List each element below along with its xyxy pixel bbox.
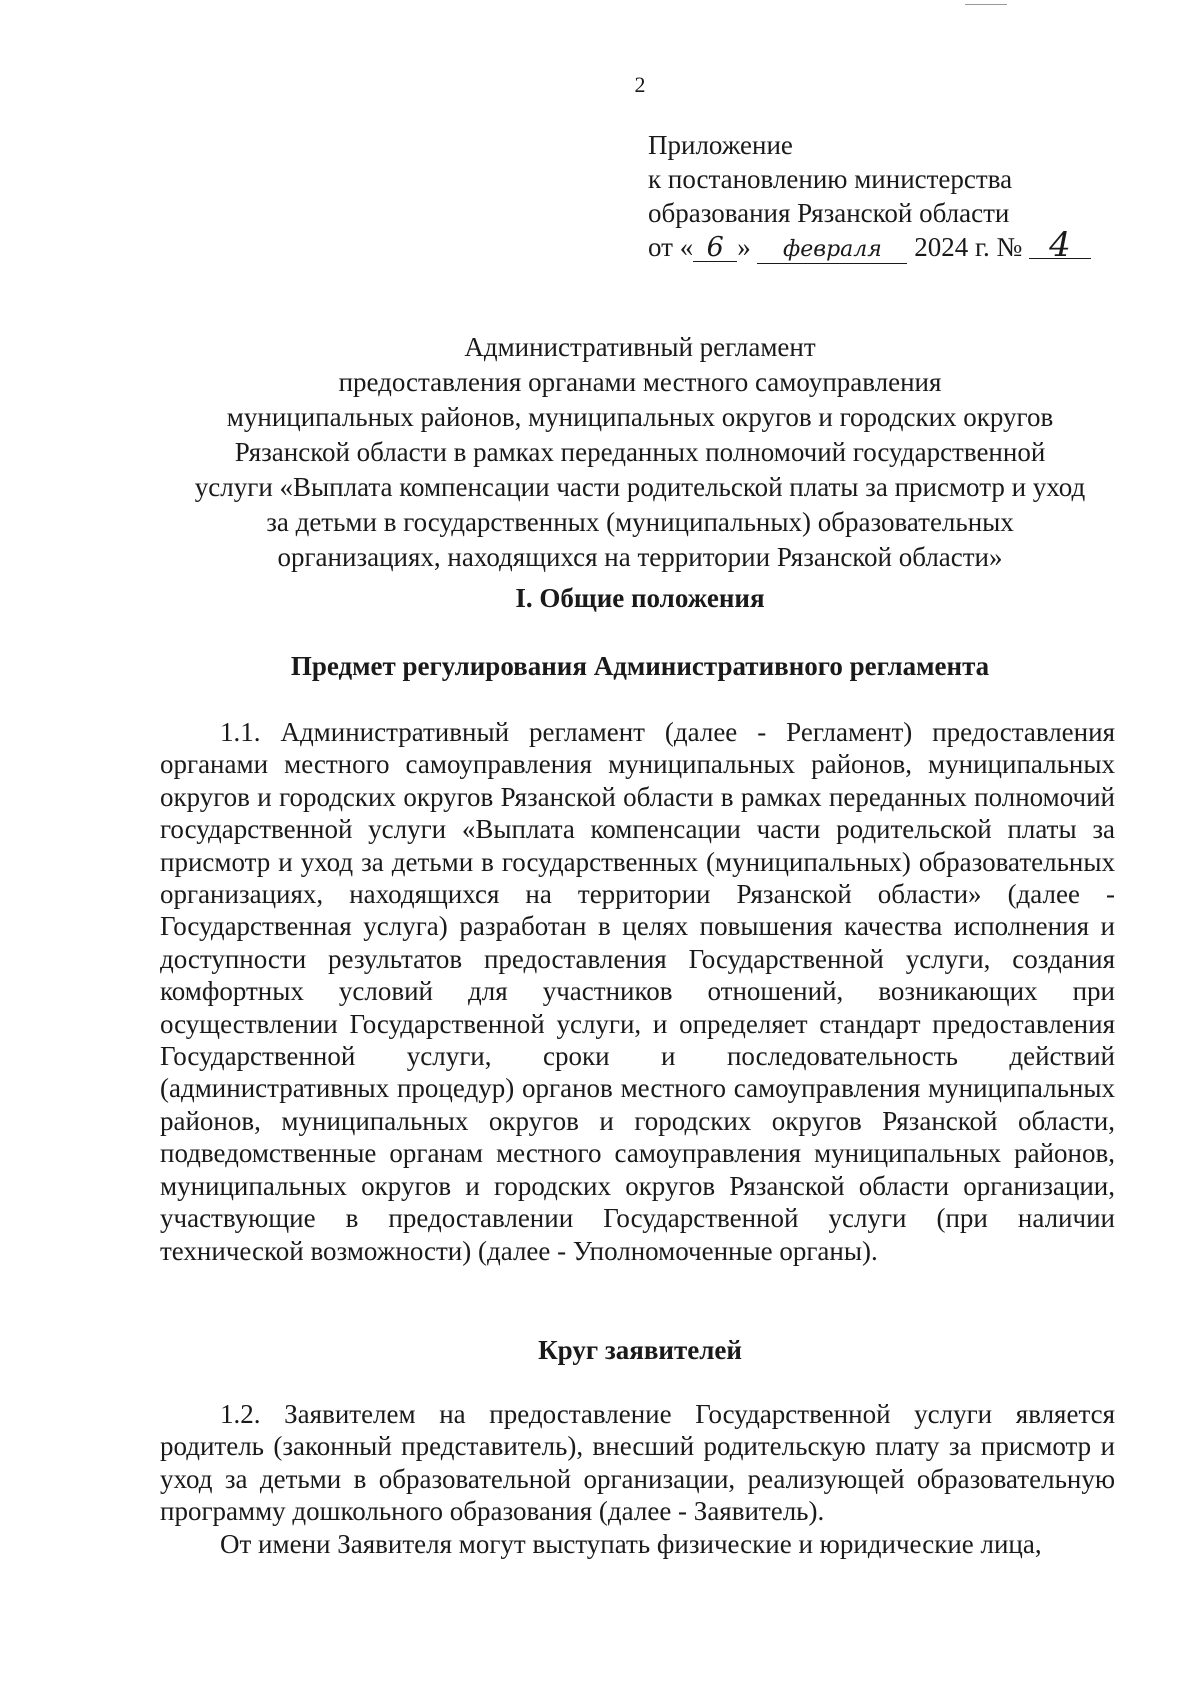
paragraph-continuation: От имени Заявителя могут выступать физические и юридические лица,	[220, 1529, 1042, 1559]
regulation-title	[150, 330, 1130, 575]
page-number: 2	[634, 72, 646, 97]
applicants-heading: Круг заявителей	[538, 1335, 742, 1365]
handwritten-month: февраля	[757, 237, 907, 264]
appendix-line: к постановлению министерства	[648, 164, 1013, 194]
handwritten-day: 6	[693, 235, 737, 262]
paragraph-1-2: 1.2. Заявителем на предоставление Государственной услуги является родитель (законный представитель), внесший родительскую плату за присмотр и уход за детьми в образовательной организации, реализующей образовательную программу дошкольного образования (далее - Заявитель).	[160, 1399, 1115, 1527]
title-line: за детьми в государственных (муниципальных) образовательных	[266, 507, 1014, 537]
title-line: Административный регламент	[464, 332, 816, 362]
appendix-block	[648, 128, 1108, 264]
appendix-line: образования Рязанской области	[648, 198, 1010, 228]
appendix-line: Приложение	[648, 130, 793, 160]
appendix-date-line	[648, 225, 1108, 265]
title-line: предоставления органами местного самоуправления	[338, 367, 942, 397]
date-prefix: от «	[648, 232, 694, 262]
date-close-quote: »	[737, 232, 751, 262]
title-line: услуги «Выплата компенсации части родительской платы за присмотр и уход	[194, 472, 1086, 502]
handwritten-number: 4	[1029, 232, 1091, 259]
title-line: муниципальных районов, муниципальных округов и городских округов	[226, 402, 1054, 432]
title-line: Рязанской области в рамках переданных полномочий государственной	[234, 437, 1046, 467]
title-line: организациях, находящихся на территории Рязанской области»	[277, 542, 1003, 572]
section-heading: I. Общие положения	[515, 583, 765, 613]
paragraph-1-1: 1.1. Административный регламент (далее - Регламент) предоставления органами местного самоуправления муниципальных районов, муниципальных округов и городских округов Рязанской области в рамках переданных полномочий государственной услуги «Выплата компенсации части родительской платы за присмотр и уход за детьми в государственных (муниципальных) образовательных организациях, находящихся на территории Рязанской области» (далее - Государственная услуга) разработан в целях повышения качества исполнения и доступности результатов предоставления Государственной услуги, создания комфортных условий для участников отношений, возникающих при осуществлении Государственной услуги, и определяет стандарт предоставления Государственной услуги, сроки и последовательность действий (административных процедур) органов местного самоуправления муниципальных районов, муниципальных округов и городских округов Рязанской области, подведомственные органам местного самоуправления муниципальных районов, муниципальных округов и городских округов Рязанской области организации, участвующие в предоставлении Государственной услуги (при наличии технической возможности) (далее - Уполномоченные органы).	[160, 717, 1115, 1266]
scan-mark	[965, 4, 1007, 5]
year-label: 2024 г. №	[914, 232, 1023, 262]
subsection-heading: Предмет регулирования Административного регламента	[290, 651, 990, 681]
